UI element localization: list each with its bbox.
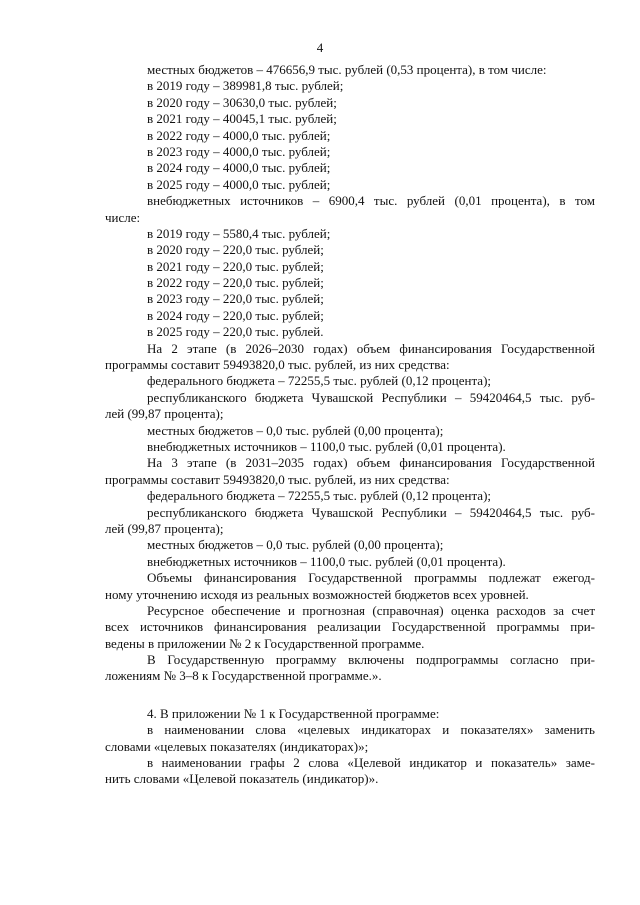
text-line: ложениям № 3–8 к Государственной программе.». bbox=[105, 668, 382, 684]
text-line: федерального бюджета – 72255,5 тыс. рублей (0,12 процента); bbox=[147, 488, 492, 504]
text-line: лей (99,87 процента); bbox=[105, 520, 224, 536]
text-line: в 2023 году – 4000,0 тыс. рублей; bbox=[147, 143, 331, 159]
text-line: На 3 этапе (в 2031–2035 годах) объем финансирования Государственной bbox=[147, 455, 595, 471]
text-line: в 2020 году – 220,0 тыс. рублей; bbox=[147, 242, 324, 258]
text-line: в 2022 году – 220,0 тыс. рублей; bbox=[147, 275, 324, 291]
text-line: Объемы финансирования Государственной программы подлежат ежегод- bbox=[147, 570, 595, 586]
text-line: в 2019 году – 5580,4 тыс. рублей; bbox=[147, 225, 331, 241]
text-line: внебюджетных источников – 6900,4 тыс. рублей (0,01 процента), в том bbox=[147, 193, 595, 209]
text-line: в наименовании слова «целевых индикаторах и показателях» заменить bbox=[147, 722, 595, 738]
text-line: местных бюджетов – 0,0 тыс. рублей (0,00 процента); bbox=[147, 422, 444, 438]
text-line: лей (99,87 процента); bbox=[105, 406, 224, 422]
text-line: федерального бюджета – 72255,5 тыс. рублей (0,12 процента); bbox=[147, 373, 492, 389]
text-line: в 2024 году – 220,0 тыс. рублей; bbox=[147, 307, 324, 323]
text-line: в 2025 году – 220,0 тыс. рублей. bbox=[147, 324, 324, 340]
text-line: В Государственную программу включены подпрограммы согласно при- bbox=[147, 652, 595, 668]
text-line: в 2020 году – 30630,0 тыс. рублей; bbox=[147, 94, 337, 110]
text-line: местных бюджетов – 0,0 тыс. рублей (0,00 процента); bbox=[147, 537, 444, 553]
text-line: в 2025 году – 4000,0 тыс. рублей; bbox=[147, 176, 331, 192]
page-number: 4 bbox=[316, 40, 324, 55]
document-body bbox=[105, 62, 595, 788]
text-line: в 2019 году – 389981,8 тыс. рублей; bbox=[147, 78, 344, 94]
text-line: местных бюджетов – 476656,9 тыс. рублей (0,53 процента), в том числе: bbox=[147, 62, 547, 77]
text-line: в наименовании графы 2 слова «Целевой индикатор и показатель» заме- bbox=[147, 755, 595, 771]
paragraph-gap bbox=[105, 685, 595, 706]
text-line: ному уточнению исходя из реальных возможностей бюджетов всех уровней. bbox=[105, 586, 529, 602]
text-line: числе: bbox=[105, 209, 141, 225]
text-line: всех источников финансирования реализации Государственной программы при- bbox=[105, 619, 595, 635]
text-line: Ресурсное обеспечение и прогнозная (справочная) оценка расходов за счет bbox=[147, 602, 595, 618]
text-line: в 2024 году – 4000,0 тыс. рублей; bbox=[147, 160, 331, 176]
text-line: республиканского бюджета Чувашской Республики – 59420464,5 тыс. руб- bbox=[147, 504, 595, 520]
text-line: в 2021 году – 220,0 тыс. рублей; bbox=[147, 258, 324, 274]
text-line: нить словами «Целевой показатель (индикатор)». bbox=[105, 771, 379, 787]
text-line: в 2021 году – 40045,1 тыс. рублей; bbox=[147, 111, 337, 127]
text-line: в 2023 году – 220,0 тыс. рублей; bbox=[147, 291, 324, 307]
text-line: внебюджетных источников – 1100,0 тыс. рублей (0,01 процента). bbox=[147, 553, 506, 569]
text-line: 4. В приложении № 1 к Государственной программе: bbox=[147, 705, 440, 721]
text-line: словами «целевых показателях (индикаторах)»; bbox=[105, 738, 369, 754]
text-line: программы составит 59493820,0 тыс. рублей, из них средства: bbox=[105, 471, 450, 487]
text-line: На 2 этапе (в 2026–2030 годах) объем финансирования Государственной bbox=[147, 340, 595, 356]
text-line: в 2022 году – 4000,0 тыс. рублей; bbox=[147, 127, 331, 143]
text-line: республиканского бюджета Чувашской Республики – 59420464,5 тыс. руб- bbox=[147, 389, 595, 405]
text-line: программы составит 59493820,0 тыс. рублей, из них средства: bbox=[105, 357, 450, 373]
text-line: внебюджетных источников – 1100,0 тыс. рублей (0,01 процента). bbox=[147, 438, 506, 454]
text-line: ведены в приложении № 2 к Государственной программе. bbox=[105, 635, 425, 651]
